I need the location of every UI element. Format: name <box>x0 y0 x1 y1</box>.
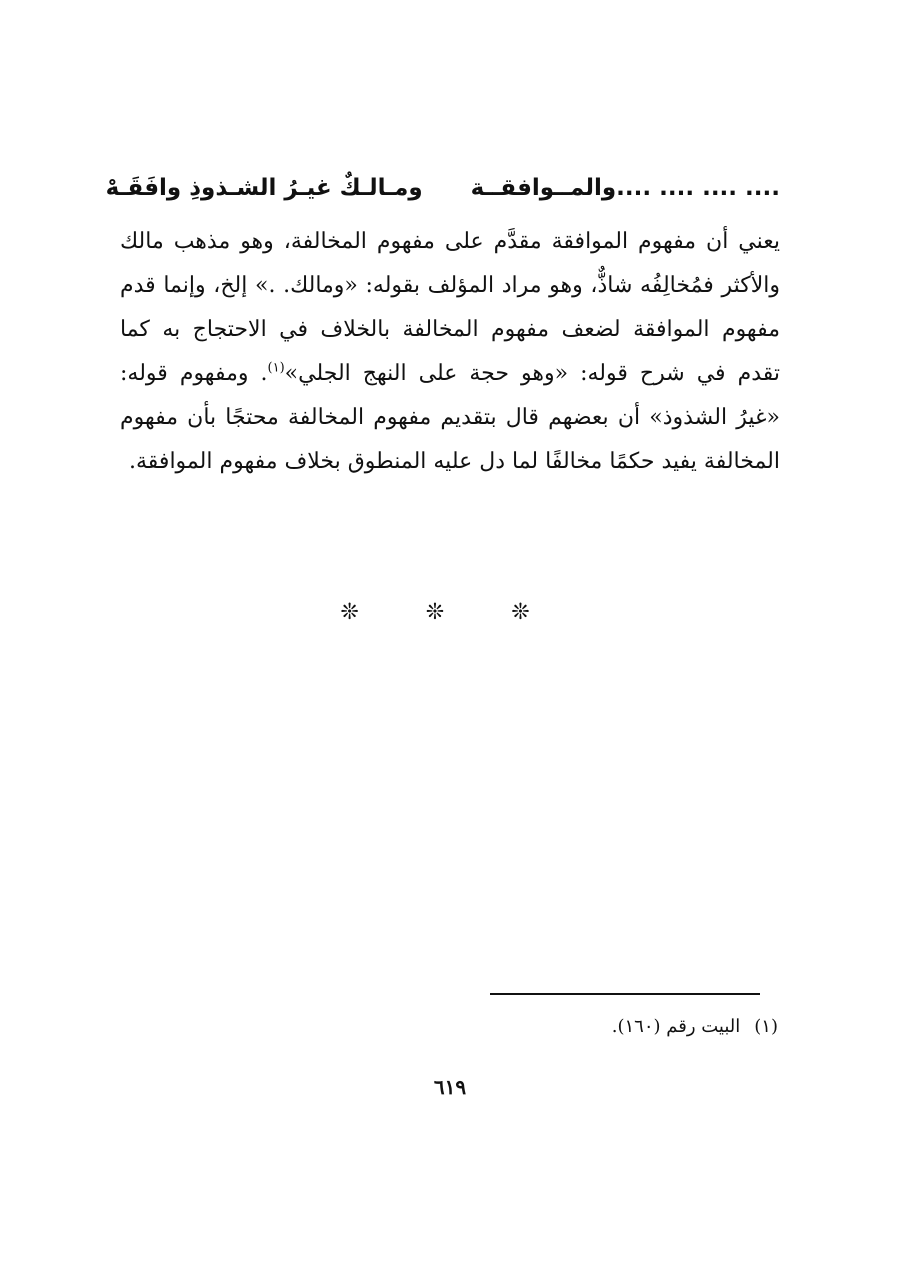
section-separator: ❊ ❊ ❊ <box>340 600 560 625</box>
commentary-text-part-2: . ومفهوم قوله: «غيرُ الشذوذ» أن بعضهم قال بتقديم مفهوم المخالفة محتجًا بأن مفهوم المخالفة يفيد حكمًا مخالفًا لما دل عليه المنطوق بخلاف مفهوم الموافقة. <box>120 361 780 474</box>
verse-first-hemistich: .... .... .... ....والمــوافقــة <box>470 175 780 201</box>
footnote <box>378 1012 778 1042</box>
verse-second-hemistich: ومـالـكٌ غيـرُ الشـذوذِ وافَقَـهْ <box>105 175 423 201</box>
page-number: ٦١٩ <box>433 1075 467 1099</box>
footnote-divider <box>490 993 760 995</box>
footnote-number: (١) <box>754 1016 778 1037</box>
verse-line <box>105 168 780 208</box>
commentary-paragraph <box>120 220 780 484</box>
footnote-reference[interactable]: (١) <box>267 360 285 376</box>
footnote-text: البيت رقم (١٦٠). <box>611 1016 741 1037</box>
commentary-text-part-1: يعني أن مفهوم الموافقة مقدَّم على مفهوم المخالفة، وهو مذهب مالك والأكثر فمُخالِفُه شاذٌّ، وهو مراد المؤلف بقوله: «ومالك. .» إلخ، وإنما قدم مفهوم الموافقة لضعف مفهوم المخالفة بالخلاف في الاحتجاج به كما تقدم في شرح قوله: «وهو حجة على النهج الجلي» <box>120 229 781 386</box>
